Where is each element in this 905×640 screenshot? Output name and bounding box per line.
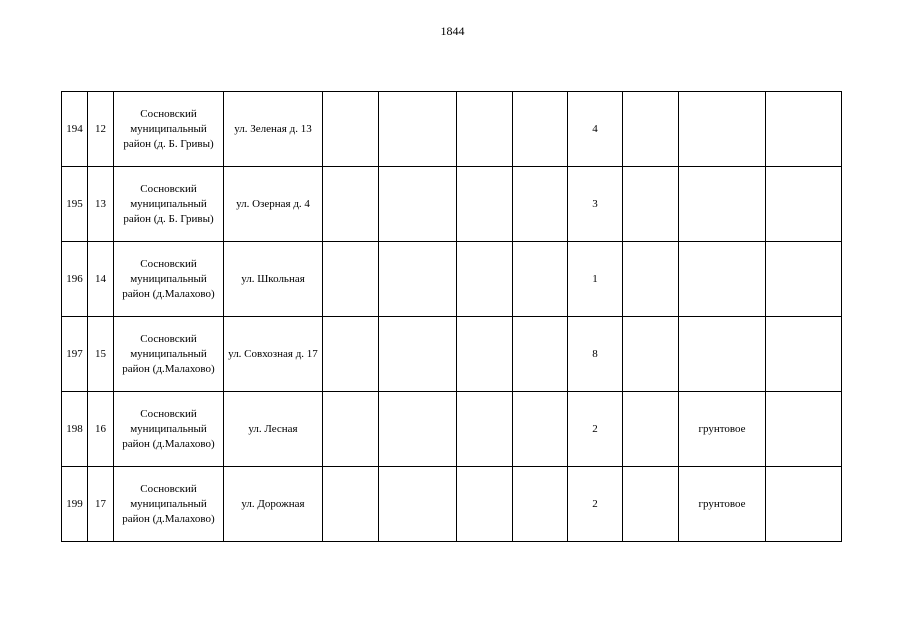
surface-cell [679,92,766,167]
column-5-cell [323,467,379,542]
surface-cell [679,167,766,242]
street-cell: ул. Лесная [224,392,323,467]
table-row [62,92,842,167]
row-number-cell: 198 [62,392,88,467]
district-cell: Сосновский муниципальный район (д.Малахово) [114,242,224,317]
table-row [62,392,842,467]
column-12-cell [766,92,842,167]
column-8-cell [513,392,568,467]
column-10-cell [623,317,679,392]
count-cell: 2 [568,392,623,467]
column-7-cell [457,317,513,392]
sub-number-cell: 14 [88,242,114,317]
column-6-cell [379,317,457,392]
column-8-cell [513,92,568,167]
column-8-cell [513,242,568,317]
column-6-cell [379,467,457,542]
count-cell: 1 [568,242,623,317]
column-8-cell [513,317,568,392]
column-6-cell [379,167,457,242]
column-7-cell [457,242,513,317]
district-cell: Сосновский муниципальный район (д. Б. Гривы) [114,92,224,167]
street-cell: ул. Дорожная [224,467,323,542]
column-5-cell [323,392,379,467]
sub-number-cell: 17 [88,467,114,542]
count-cell: 3 [568,167,623,242]
registry-table [61,91,842,542]
column-10-cell [623,392,679,467]
street-cell: ул. Совхозная д. 17 [224,317,323,392]
column-12-cell [766,392,842,467]
count-cell: 2 [568,467,623,542]
sub-number-cell: 15 [88,317,114,392]
column-7-cell [457,392,513,467]
street-cell: ул. Озерная д. 4 [224,167,323,242]
column-7-cell [457,467,513,542]
column-10-cell [623,92,679,167]
column-6-cell [379,392,457,467]
column-7-cell [457,167,513,242]
table-row [62,467,842,542]
district-cell: Сосновский муниципальный район (д.Малахово) [114,467,224,542]
column-12-cell [766,467,842,542]
column-5-cell [323,92,379,167]
row-number-cell: 196 [62,242,88,317]
sub-number-cell: 16 [88,392,114,467]
column-5-cell [323,317,379,392]
column-6-cell [379,92,457,167]
row-number-cell: 194 [62,92,88,167]
table-row [62,317,842,392]
column-7-cell [457,92,513,167]
surface-cell: грунтовое [679,392,766,467]
column-10-cell [623,242,679,317]
row-number-cell: 197 [62,317,88,392]
row-number-cell: 195 [62,167,88,242]
column-8-cell [513,467,568,542]
count-cell: 4 [568,92,623,167]
table-row [62,242,842,317]
column-10-cell [623,167,679,242]
count-cell: 8 [568,317,623,392]
district-cell: Сосновский муниципальный район (д. Б. Гривы) [114,167,224,242]
district-cell: Сосновский муниципальный район (д.Малахово) [114,392,224,467]
surface-cell: грунтовое [679,467,766,542]
district-cell: Сосновский муниципальный район (д.Малахово) [114,317,224,392]
surface-cell [679,317,766,392]
page-number: 1844 [440,24,465,38]
sub-number-cell: 12 [88,92,114,167]
column-5-cell [323,242,379,317]
column-6-cell [379,242,457,317]
column-5-cell [323,167,379,242]
sub-number-cell: 13 [88,167,114,242]
column-10-cell [623,467,679,542]
column-12-cell [766,167,842,242]
column-8-cell [513,167,568,242]
column-12-cell [766,242,842,317]
street-cell: ул. Зеленая д. 13 [224,92,323,167]
street-cell: ул. Школьная [224,242,323,317]
row-number-cell: 199 [62,467,88,542]
table-row [62,167,842,242]
column-12-cell [766,317,842,392]
surface-cell [679,242,766,317]
